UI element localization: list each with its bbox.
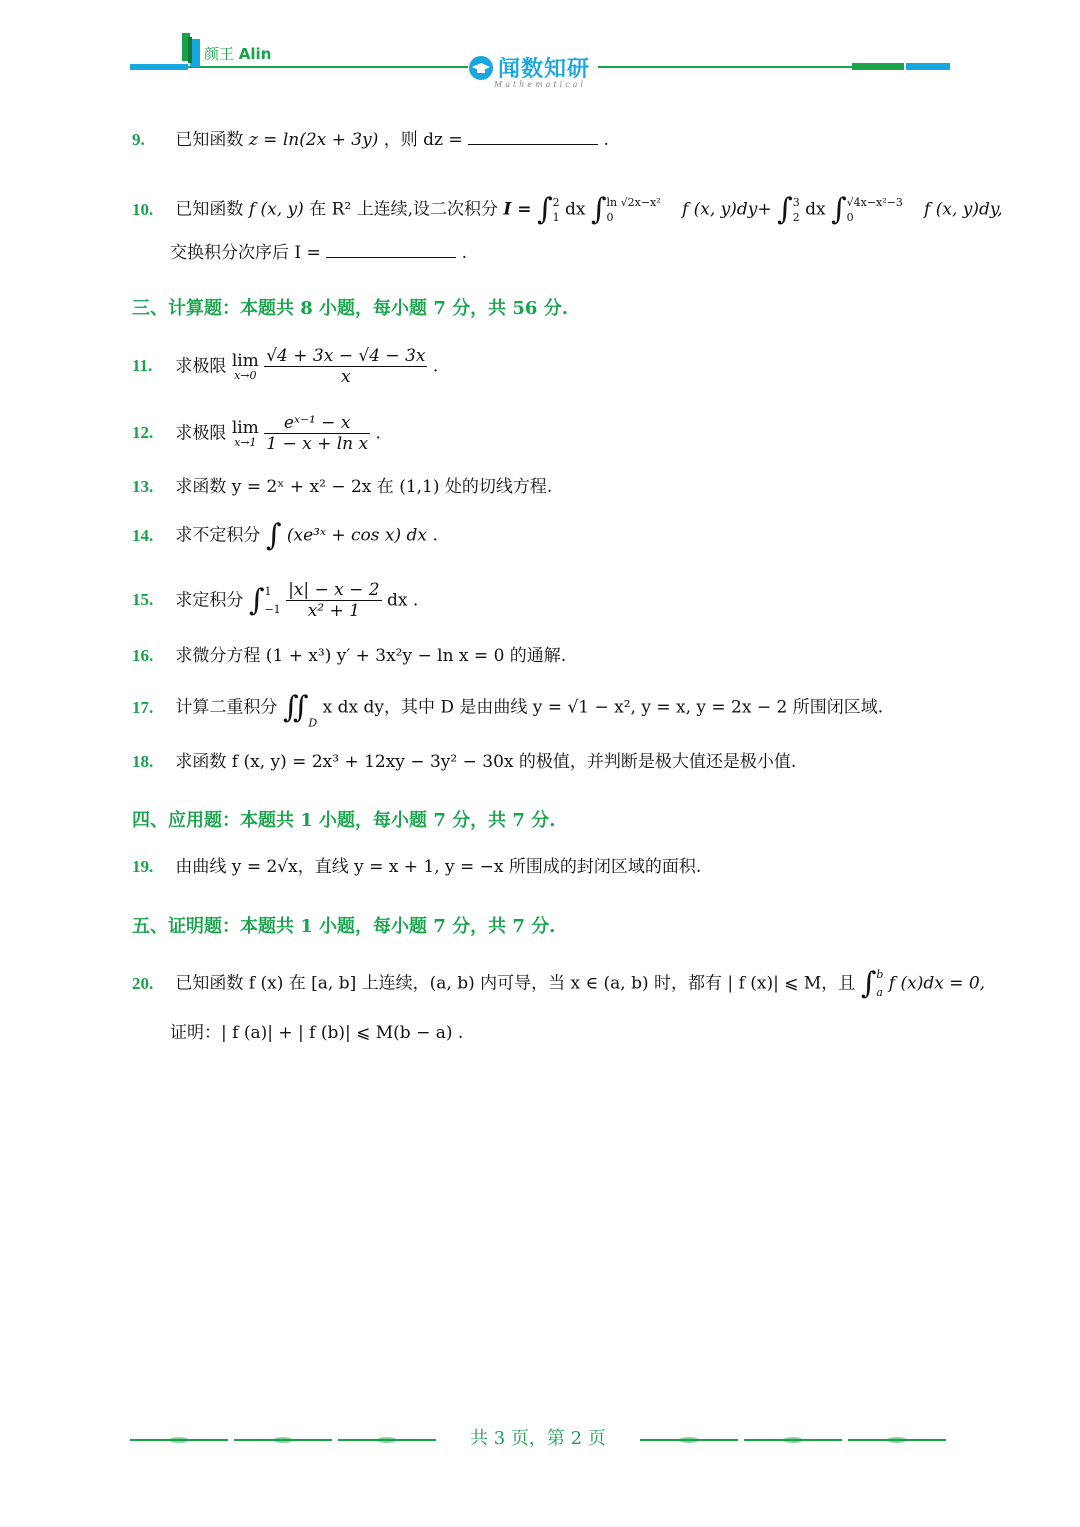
header-bar-green	[852, 63, 904, 70]
integral-name: I =	[503, 199, 532, 220]
question-text: 求极限	[175, 423, 232, 444]
question-number: 17.	[132, 697, 154, 717]
region-subscript: D	[308, 716, 318, 730]
question-text: .	[461, 243, 467, 263]
integral-limits: 1 −1	[264, 585, 281, 616]
differential: dx	[565, 199, 586, 220]
integral-limits: ln √2x−x² 0	[606, 195, 661, 224]
integral-sign: ∫	[536, 192, 553, 227]
header-bar-blue	[906, 63, 950, 70]
question-expression: z = ln(2x + 3y)	[248, 130, 379, 150]
book-logo-icon	[182, 33, 202, 67]
integral-sign: ∫	[830, 192, 847, 227]
question-16	[132, 646, 566, 666]
question-text: 计算二重积分	[175, 697, 283, 718]
answer-blank[interactable]	[468, 130, 598, 145]
limit-operator: lim x→0	[231, 350, 259, 383]
question-17	[132, 690, 883, 730]
brand-center-logo	[468, 52, 590, 83]
question-text: 在 R² 上连续,设二次积分	[309, 199, 504, 220]
question-number: 14.	[132, 525, 154, 545]
integral-limits: √4x−x²−3 0	[846, 195, 903, 224]
page-header	[0, 0, 1080, 100]
graduation-cap-icon	[468, 55, 494, 81]
question-text: 求定积分	[175, 590, 249, 611]
header-rule-green-right	[598, 66, 852, 68]
integral-sign: ∫	[590, 192, 607, 227]
brand-left-logo	[182, 33, 271, 67]
fraction: $\frac{√4 + 3x - √4 - 3x}{x}$	[266, 346, 426, 388]
integrand: f (x)dx = 0,	[888, 973, 986, 994]
integral-sign: ∫	[248, 582, 265, 618]
question-number: 12.	[132, 423, 154, 443]
integral-sign: ∫	[777, 192, 793, 227]
question-11	[132, 346, 438, 388]
question-number: 16.	[132, 646, 154, 665]
question-text: 交换积分次序后 I =	[170, 243, 321, 263]
page-number: 共 3 页，第 2 页	[470, 1428, 606, 1449]
question-number: 9.	[132, 130, 145, 149]
question-12	[132, 413, 381, 455]
question-text: 已知函数	[175, 199, 249, 220]
integrand: (xe³ˣ + cos x) dx	[286, 525, 428, 546]
question-number: 20.	[132, 973, 154, 993]
section-heading-application: 四、应用题：本题共 1 小题，每小题 7 分，共 7 分.	[132, 810, 556, 831]
integral-sign: ∫	[265, 518, 282, 553]
question-number: 11.	[132, 356, 153, 376]
answer-blank[interactable]	[326, 243, 456, 258]
question-text: .	[375, 423, 381, 444]
question-text: 求函数 f (x, y) = 2x³ + 12xy − 3y² − 30x 的极值，并判断是极大值还是极小值.	[175, 752, 797, 772]
question-number: 13.	[132, 477, 154, 496]
fraction: $\frac{\text{eˣ⁻¹ − x}}{\text{1 − x + ln x}}$	[266, 413, 369, 455]
question-9	[132, 130, 609, 150]
question-text: 求微分方程 (1 + x³) y′ + 3x²y − ln x = 0 的通解.	[175, 646, 567, 666]
integral-limits: 2 1	[552, 195, 560, 224]
question-20-line-2: 证明：| f (a)| + | f (b)| ⩽ M(b − a) .	[170, 1023, 464, 1043]
footer-ornament-left-3	[338, 1439, 436, 1441]
footer-ornament-right-3	[848, 1439, 946, 1441]
question-18	[132, 752, 796, 772]
brand-center-name: 闻数知研	[498, 57, 591, 82]
question-number: 15.	[132, 590, 154, 610]
footer-ornament-right-2	[744, 1439, 842, 1441]
brand-left-name: 颜王 Alin	[204, 45, 272, 63]
section-heading-proof: 五、证明题：本题共 1 小题，每小题 7 分，共 7 分.	[132, 916, 556, 937]
question-text: .	[603, 130, 609, 150]
footer-ornament-left-2	[234, 1439, 332, 1441]
question-text: 已知函数	[175, 130, 249, 150]
question-text: ，则 dz =	[383, 130, 463, 150]
question-text: 求不定积分	[175, 525, 266, 546]
question-text: .	[432, 525, 438, 546]
question-20	[132, 966, 985, 1002]
question-number: 10.	[132, 199, 154, 219]
footer-ornament-right-1	[640, 1439, 738, 1441]
question-text: 求极限	[175, 356, 232, 377]
function-name: f (x, y)	[248, 199, 304, 220]
question-13	[132, 477, 552, 497]
integral-limits: 3 2	[792, 195, 800, 224]
limit-operator: lim x→1	[231, 417, 259, 450]
fraction: $\frac{|x| - x - 2}{\text{x² + 1}}$	[288, 580, 380, 622]
question-19	[132, 857, 701, 877]
section-heading-calculation: 三、计算题：本题共 8 小题，每小题 7 分，共 56 分.	[132, 298, 568, 319]
integrand: f (x, y)dy,	[924, 199, 1003, 220]
question-number: 19.	[132, 857, 154, 876]
header-rule-blue-left	[130, 64, 188, 70]
brand-center-subtitle: Mathematical	[494, 80, 586, 89]
footer-ornament-left-1	[130, 1439, 228, 1441]
integral-limits: b a	[876, 968, 884, 999]
question-text: 已知函数 f (x) 在 [a, b] 上连续，(a, b) 内可导，当 x ∈ (a, b) 时，都有 | f (x)| ⩽ M，且	[175, 973, 861, 994]
integrand: f (x, y)dy+	[681, 199, 772, 220]
differential: dx	[805, 199, 826, 220]
question-text: 求函数 y = 2ˣ + x² − 2x 在 (1,1) 处的切线方程.	[175, 477, 553, 497]
double-integral-sign: ∬	[282, 690, 309, 725]
question-14	[132, 518, 438, 554]
question-10-line-2	[170, 238, 467, 263]
question-text: dx .	[387, 590, 419, 611]
question-number: 18.	[132, 752, 154, 771]
question-10	[132, 192, 1003, 228]
question-text: x dx dy，其中 D 是由曲线 y = √1 − x², y = x, y = 2x − 2 所围闭区域.	[322, 697, 884, 718]
question-text: 由曲线 y = 2√x，直线 y = x + 1, y = −x 所围成的封闭区域的面积.	[175, 857, 702, 877]
integral-sign: ∫	[860, 966, 877, 1001]
question-15	[132, 580, 418, 622]
question-text: .	[432, 356, 439, 377]
